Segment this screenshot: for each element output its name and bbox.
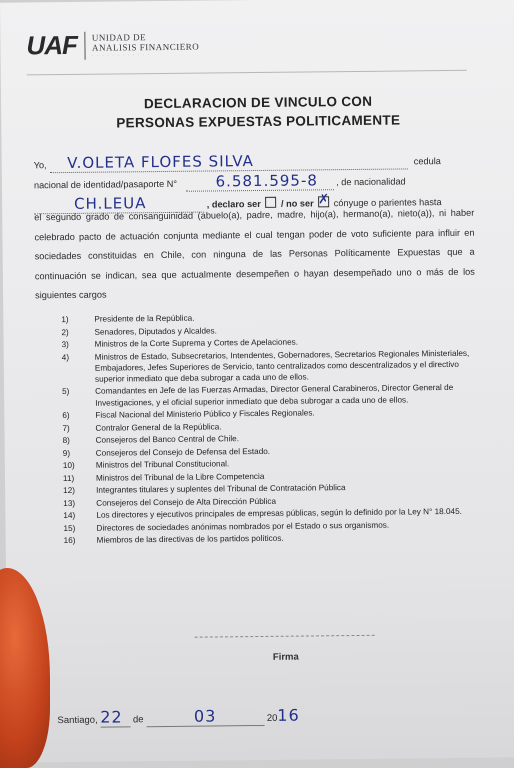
position-number: 8) [62, 436, 70, 446]
logo-text-block [92, 31, 200, 58]
year-prefix: 20 [266, 712, 278, 724]
position-number: 7) [62, 423, 70, 433]
id-label: nacional de identidad/pasaporte N° [33, 178, 178, 191]
position-text: Los directores y ejecutivos principales de empresas públicas, según lo definido por la Ley N° 18.045. [96, 506, 462, 520]
id-value: 6.581.595-8 [215, 171, 318, 191]
position-text: Integrantes titulares y suplentes del Tribunal de Contratación Pública [96, 483, 346, 495]
uaf-logo [26, 29, 199, 62]
position-number: 4) [61, 352, 70, 362]
conyuge-text: cónyuge o parientes hasta [333, 197, 442, 209]
position-text: Ministros del Tribunal de la Libre Competencia [95, 471, 265, 483]
position-text: Ministros del Tribunal Constitucional. [95, 459, 230, 470]
position-text: Miembros de las directivas de los partidos políticos. [96, 533, 284, 545]
cedula-label: cedula [413, 156, 441, 167]
logo-tagline-illegible: · · · · · · · · · · · · [91, 51, 151, 59]
position-item [62, 347, 482, 385]
position-text: Ministros de la Corte Suprema y Cortes de Apelaciones. [94, 337, 299, 349]
month-field[interactable] [146, 706, 264, 727]
position-text: Consejeros del Consejo de Alta Dirección Pública [96, 496, 277, 508]
nationality-value: CH.LEUA [74, 194, 147, 213]
header-rule [27, 70, 467, 76]
month-value: 03 [193, 706, 217, 726]
position-text: Contralor General de la República. [95, 422, 222, 433]
document-title-line-2: PERSONAS EXPUESTAS POLITICAMENTE [116, 112, 401, 131]
position-number: 6) [62, 411, 70, 421]
position-number: 9) [62, 448, 71, 458]
org-line-2: ANALISIS FINANCIERO [91, 41, 200, 53]
year-value[interactable]: 16 [277, 705, 300, 725]
org-line-1: UNIDAD DE [91, 31, 147, 43]
position-text: Directores de sociedades anónimas nombrados por el Estado o sus organismos. [96, 520, 390, 533]
position-number: 3) [61, 339, 69, 350]
position-number: 5) [62, 387, 70, 397]
id-field[interactable] [185, 171, 333, 192]
id-row [34, 170, 474, 194]
position-number: 11) [62, 473, 75, 483]
signature-line[interactable] [195, 635, 375, 638]
de-label: de [132, 714, 144, 726]
nationality-label: , de nacionalidad [336, 176, 406, 188]
position-item [62, 382, 482, 409]
position-text: Comandantes en Jefe de las Fuerzas Armadas, Director General Carabineros, Director General de Investigaciones, y el oficial superior inmediato que deba subrogar a cada uno de ellos. [95, 383, 454, 408]
position-number: 1) [61, 314, 69, 325]
declaration-paragraph: el segundo grado de consanguinidad (abuelo(a), padre, madre, hijo(a), hermano(a), nieto(a)), ni haber celebrado pacto de actuación conjunta mediante el cual tengan poder de voto suficiente para influir en sociedades constituidas en Chile, con ninguna de las Personas Políticamente Expuestas que a continuación se indican, sea que actualmente desempeñen o hayan desempeñado uno o más de los siguientes cargos [34, 207, 475, 301]
declaro-ser-label: , declaro ser [206, 198, 261, 210]
logo-divider [85, 31, 86, 59]
positions-list [61, 310, 483, 548]
place-label: Santiago, [57, 714, 98, 727]
name-value: V.OLETA FLOFES SILVA [67, 152, 254, 172]
yo-label: Yo, [33, 160, 47, 171]
position-text: Fiscal Nacional del Ministerio Público y Fiscales Regionales. [95, 408, 315, 420]
document-title-line-1: DECLARACION DE VINCULO CON [143, 93, 373, 112]
name-field[interactable] [49, 150, 407, 173]
position-number: 13) [63, 498, 76, 508]
day-value[interactable]: 22 [100, 707, 130, 727]
position-number: 2) [61, 327, 69, 337]
position-text: Senadores, Diputados y Alcaldes. [94, 325, 217, 337]
logo-mark: UAF [26, 29, 78, 61]
position-number: 12) [63, 486, 76, 496]
position-number: 15) [63, 523, 76, 533]
position-text: Ministros de Estado, Subsecretarios, Intendentes, Gobernadores, Secretarios Regionales Ministeriales, Embajadores, Jefes Superiores de Servicio, tanto centralizados como descentralizados y el directivo superior inmediato que deba subrogar a cada uno de ellos. [94, 348, 470, 384]
check-mark-icon: ✗ [318, 192, 330, 208]
position-text: Consejeros del Banco Central de Chile. [95, 434, 240, 445]
position-number: 10) [62, 461, 75, 471]
position-number: 16) [63, 536, 76, 546]
position-text: Consejeros del Consejo de Defensa del Estado. [95, 446, 271, 458]
no-ser-label: / no ser [280, 198, 314, 209]
date-row [57, 706, 299, 729]
position-text: Presidente de la República. [94, 313, 195, 324]
position-number: 14) [63, 511, 76, 521]
firma-label: Firma [272, 651, 299, 663]
